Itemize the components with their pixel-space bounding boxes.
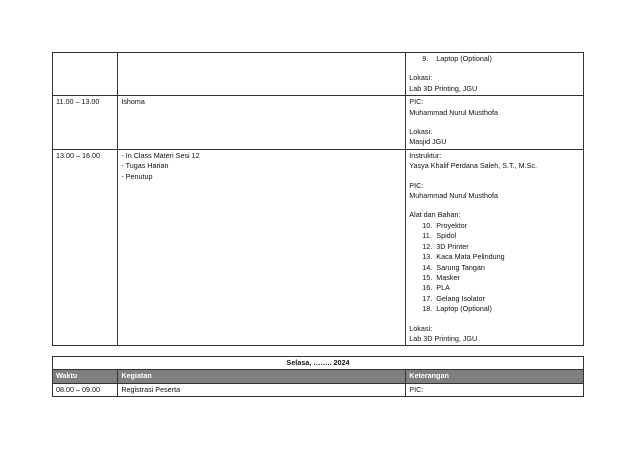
list-item-text: Laptop (Optional) [436, 304, 492, 314]
list-item-text: 3D Printer [436, 241, 469, 251]
list-item-number: 11. [422, 231, 432, 241]
instructor-label: Instruktur: [409, 150, 442, 160]
activity-item: - Tugas Harian [121, 161, 169, 171]
list-item [422, 54, 580, 64]
column-header-time: Waktu [53, 370, 118, 383]
pic-label: PIC: [409, 180, 424, 190]
table-row [53, 383, 584, 396]
schedule-table-continued [52, 52, 584, 346]
activity-cell [118, 53, 406, 96]
list-item [422, 221, 580, 231]
location-value: Masjid JGU [409, 137, 447, 147]
location-value: Lab 3D Printing, JGU [409, 83, 478, 93]
column-header-notes: Keterangan [406, 370, 584, 383]
list-item-text: Gelang Isolator [436, 293, 486, 303]
time-cell: 13.00 – 16.00 [53, 149, 118, 346]
pic-label: PIC: [409, 97, 424, 107]
location-label: Lokasi: [409, 323, 433, 333]
list-item-number: 13. [422, 252, 433, 262]
list-item-number: 12. [422, 241, 433, 251]
list-item [422, 263, 580, 273]
notes-cell [406, 53, 584, 96]
time-cell [53, 53, 118, 96]
list-item-number: 18. [422, 304, 433, 314]
table-row [53, 96, 584, 150]
list-item [422, 283, 580, 293]
notes-cell [406, 149, 584, 346]
list-item-text: PLA [436, 283, 450, 293]
list-item-text: Masker [436, 272, 460, 282]
activity-cell: Ishoma [118, 96, 406, 150]
header-row [53, 370, 584, 383]
materials-label: Alat dan Bahan: [409, 210, 461, 220]
pic-name: Muhammad Nurul Musthofa [409, 107, 498, 117]
instructor-name: Yasya Khalif Perdana Saleh, S.T., M.Sc. [409, 161, 538, 171]
list-item-text: Laptop (Optional) [436, 54, 492, 63]
list-item-text: Kaca Mata Pelindung [436, 252, 505, 262]
time-cell: 11.00 – 13.00 [53, 96, 118, 150]
list-item-number: 16. [422, 283, 433, 293]
list-item-number: 17. [422, 293, 433, 303]
list-item [422, 252, 580, 262]
list-item-number: 10. [422, 220, 433, 230]
list-item [422, 304, 580, 314]
table-row [53, 53, 584, 96]
list-item-text: Spidol [436, 231, 457, 241]
list-item [422, 231, 580, 241]
activity-cell: Registrasi Peserta [118, 383, 406, 396]
list-item-number: 9. [422, 54, 429, 63]
location-value: Lab 3D Printing, JGU [409, 333, 478, 343]
materials-list [409, 54, 580, 64]
list-item [422, 242, 580, 252]
list-item-text: Sarung Tangan [436, 262, 485, 272]
schedule-table-day [52, 356, 584, 397]
day-title: Selasa, …….. 2024 [53, 357, 584, 370]
location-label: Lokasi: [409, 73, 433, 83]
notes-cell [406, 96, 584, 150]
table-row [53, 149, 584, 346]
activity-item: - In Class Materi Sesi 12 [121, 150, 200, 160]
list-item-number: 15. [422, 272, 433, 282]
activity-item: - Penutup [121, 171, 153, 181]
list-item [422, 273, 580, 283]
pic-name: Muhammad Nurul Musthofa [409, 191, 498, 201]
notes-cell: PIC: [406, 383, 584, 396]
column-header-activity: Kegiatan [118, 370, 406, 383]
day-title-row [53, 357, 584, 370]
location-label: Lokasi: [409, 127, 433, 137]
activity-cell [118, 149, 406, 346]
list-item-text: Proyektor [436, 220, 468, 230]
list-item-number: 14. [422, 262, 433, 272]
list-item [422, 294, 580, 304]
materials-list [409, 221, 580, 315]
time-cell: 08.00 – 09.00 [53, 383, 118, 396]
